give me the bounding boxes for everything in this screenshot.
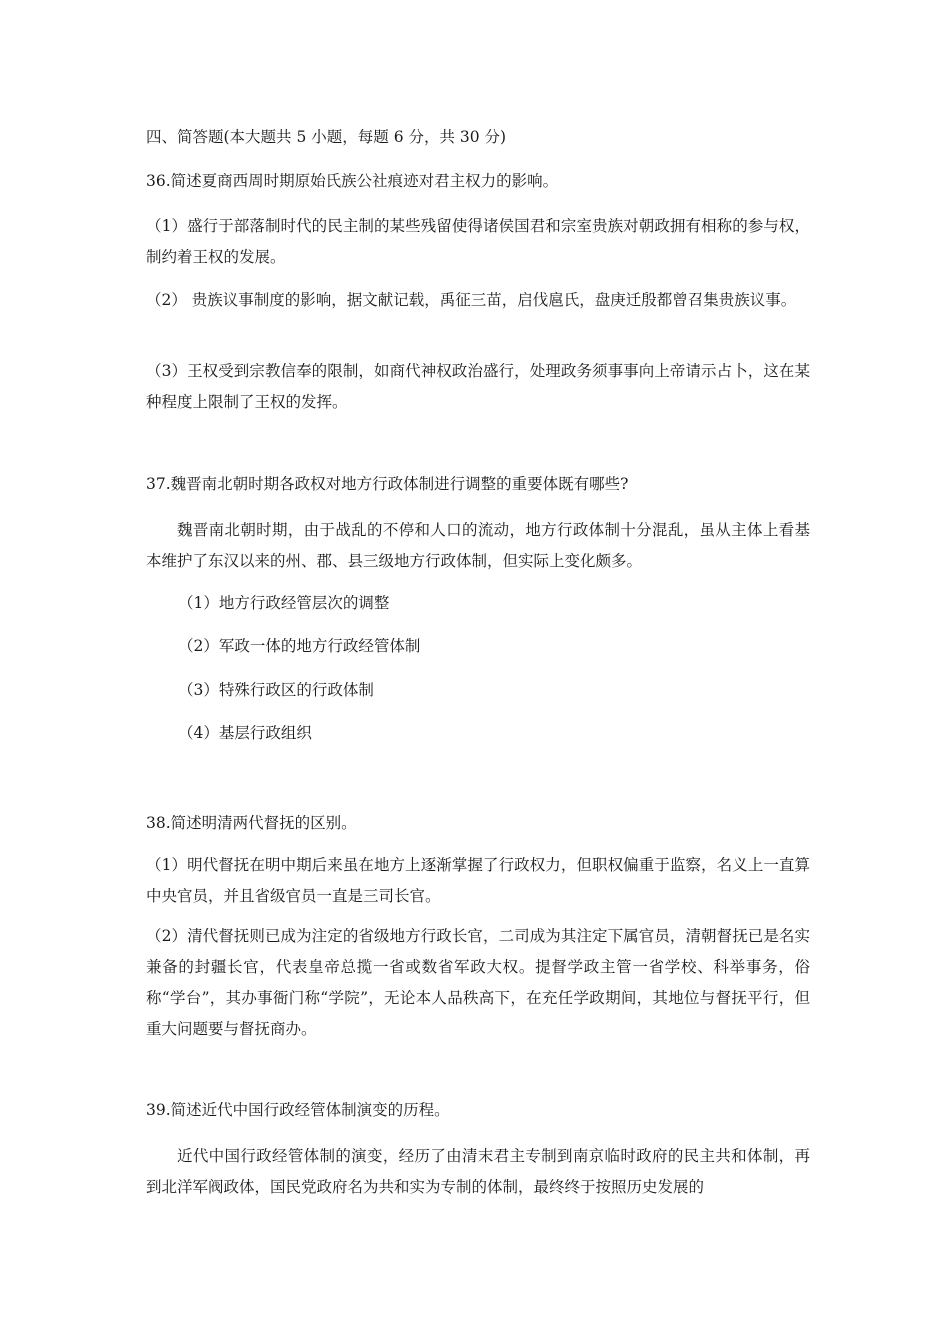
- section-heading: 四、简答题(本大题共 5 小题，每题 6 分，共 30 分): [146, 128, 507, 146]
- q36-answer-2: （2） 贵族议事制度的影响，据文献记载，禹征三苗，启伐扈氏，盘庚迁殷都曾召集贵族议事。: [146, 291, 797, 309]
- q37-item-2: （2）军政一体的地方行政经管体制: [178, 637, 421, 655]
- q36-answer-3: （3）王权受到宗教信奉的限制，如商代神权政治盛行，处理政务须事事向上帝请示占卜，这在某种程度上限制了王权的发挥。: [146, 362, 810, 411]
- q38-answer-1: （1）明代督抚在明中期后来虽在地方上逐渐掌握了行政权力，但职权偏重于监察，名义上一直算中央官员，并且省级官员一直是三司长官。: [146, 856, 810, 905]
- question-38: 38.简述明清两代督抚的区别。: [146, 814, 357, 832]
- q37-intro: 魏晋南北朝时期，由于战乱的不停和人口的流动，地方行政体制十分混乱，虽从主体上看基本维护了东汉以来的州、郡、县三级地方行政体制，但实际上变化颇多。: [146, 521, 810, 570]
- q37-item-3: （3）特殊行政区的行政体制: [178, 681, 374, 699]
- q37-item-1: （1）地方行政经管层次的调整: [178, 594, 390, 612]
- q37-item-4: （4）基层行政组织: [178, 724, 312, 742]
- q36-answer-1: （1）盛行于部落制时代的民主制的某些残留使得诸侯国君和宗室贵族对朝政拥有相称的参与权，制约着王权的发展。: [146, 217, 810, 266]
- question-37: 37.魏晋南北朝时期各政权对地方行政体制进行调整的重要体既有哪些?: [146, 475, 629, 493]
- question-39: 39.简述近代中国行政经管体制演变的历程。: [146, 1101, 450, 1119]
- q39-intro: 近代中国行政经管体制的演变，经历了由清末君主专制到南京临时政府的民主共和体制，再到北洋军阀政体，国民党政府名为共和实为专制的体制，最终终于按照历史发展的: [146, 1147, 810, 1196]
- q38-answer-2: （2）清代督抚则已成为注定的省级地方行政长官，二司成为其注定下属官员，清朝督抚已是名实兼备的封疆长官，代表皇帝总揽一省或数省军政大权。提督学政主管一省学校、科举事务，俗称“学台”，其办事衙门称“学院”，无论本人品秩高下，在充任学政期间，其地位与督抚平行，但重大问题要与督抚商办。: [146, 927, 810, 1038]
- question-36: 36.简述夏商西周时期原始氏族公社痕迹对君主权力的影响。: [146, 172, 559, 190]
